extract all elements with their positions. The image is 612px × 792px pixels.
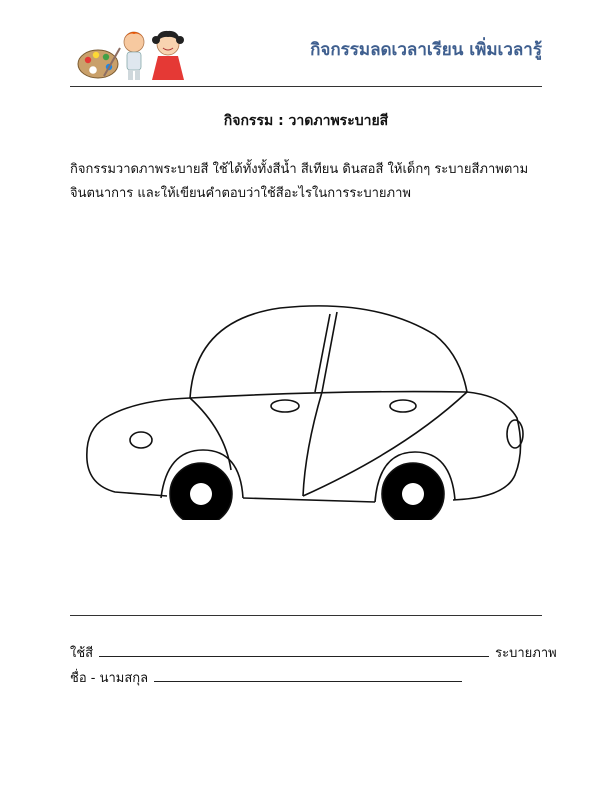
color-label: ใช้สี	[70, 646, 94, 661]
instruction-line-1: กิจกรรมวาดภาพระบายสี ใช้ได้ทั้งทั้งสีน้ำ สีเทียน ดินสอสี ให้เด็กๆ ระบายสีภาพตาม	[70, 162, 529, 177]
header-title: กิจกรรมลดเวลาเรียน เพิ่มเวลารู้	[310, 40, 542, 60]
activity-title: กิจกรรม : วาดภาพระบายสี	[223, 113, 389, 129]
name-answer-blank[interactable]	[154, 671, 462, 682]
car-outline-drawing	[75, 300, 530, 520]
name-label: ชื่อ - นามสกุล	[70, 671, 149, 686]
instructions	[70, 158, 545, 206]
name-answer-line	[70, 667, 468, 688]
footer-divider	[70, 615, 542, 616]
palette-and-kids-icon	[76, 26, 196, 84]
instruction-line-2: จินตนาการ และให้เขียนคำตอบว่าใช้สีอะไรในการระบายภาพ	[70, 186, 411, 201]
header-divider	[70, 86, 542, 87]
color-answer-blank[interactable]	[99, 646, 489, 657]
color-answer-line	[70, 642, 557, 663]
color-suffix: ระบายภาพ	[495, 646, 557, 661]
